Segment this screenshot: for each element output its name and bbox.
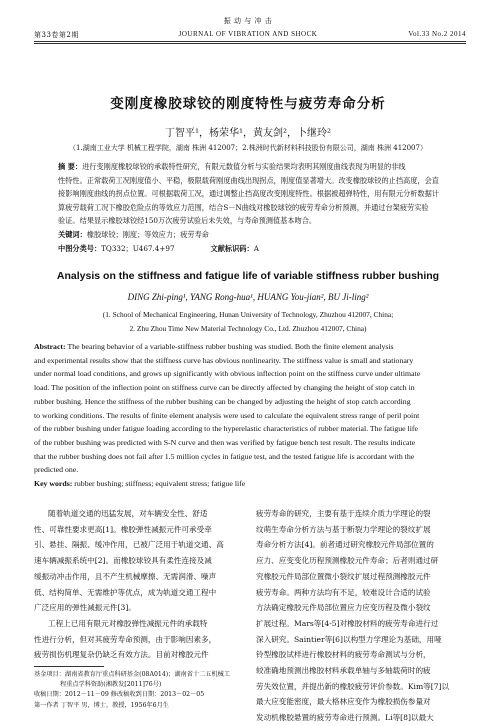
journal-name-cn: 振 动 与 冲 击 [223, 17, 273, 25]
paper-title-en: Analysis on the stiffness and fatigue life of variable stiffness rubber bushing [56, 270, 440, 282]
body-line: 疲劳寿命的研究，主要有基于连续介质力学理论的裂 [256, 509, 431, 518]
footnote-received: 收稿日期：2012－11－09 修改稿收到日期：2013－02－05 [34, 691, 205, 699]
volume-label: Vol.33 No.2 2014 [408, 30, 466, 38]
body-line: 性、可靠性要求更高[1]。橡胶弹性减振元件可承受牵 [34, 524, 212, 534]
body-line: 速车辆减振系统中[2]。而橡胶球铰具有柔性连接及减 [34, 556, 212, 566]
abstract-en-line: under normal load conditions, and grows up significantly with obvious inflection point on the stiffness curve under ultimate [34, 369, 421, 379]
body-line: 究橡胶元件局部位置微小裂纹扩展过程预测橡胶元件 [256, 571, 431, 581]
abstract-en-line: of the rubber bushing under fatigue loading according to the hyperelastic characteristics of rubber material. The fatigue life [34, 424, 418, 434]
abstract-cn-line: 算疲劳载荷工况下橡胶危险点的等效应力范围，结合S－N曲线对橡胶球铰的疲劳寿命分析预测，并通过台架疲劳实验 [58, 202, 429, 212]
keywords-cn: 橡胶球铰；刚度；等效应力；疲劳寿命 [86, 229, 209, 239]
body-left-column [34, 506, 244, 663]
body-line: 铃型橡胶试样进行橡胶材料的疲劳寿命测试与分析， [256, 650, 431, 660]
abstract-cn [58, 160, 450, 255]
affiliation-cn: （1.湖南工业大学 机械工程学院，湖南 株洲 412007；2.株洲时代新材料科技股份有限公司，湖南 株洲 412007） [69, 144, 427, 152]
abstract-en-line: that the rubber bushing does not fail after 1.5 million cycles in fatigue test, and the tested fatigue life is accordant with the [34, 451, 415, 461]
header-rule [34, 41, 466, 42]
abstract-en-line: The bearing behavior of a variable-stiffness rubber bushing was studied. Both the finite element analysis [67, 342, 394, 351]
abstract-cn-line: 性特性。正常载荷工况刚度值小、平稳，极限载荷刚度曲线出现拐点，刚度值显著增大。改变橡胶球铰的止挡高度，会直 [58, 175, 439, 185]
body-line: 应力、应变变化历程预测橡胶元件寿命；后者则通过研 [256, 556, 439, 566]
abstract-cn-label: 摘 要： [58, 162, 83, 171]
body-line: 广泛应用的弹性减振元件[3]。 [34, 603, 136, 613]
footnotes [34, 670, 248, 711]
body-line: 性进行分析，但对其疲劳寿命预测，由于影响因素多， [34, 634, 217, 644]
doc-code-label: 文献标识码： [210, 243, 254, 253]
issue-label: 第33卷第2期 [34, 31, 79, 39]
body-line: 纹萌生寿命分析方法与基于断裂力学理论的裂纹扩展 [256, 524, 431, 534]
abstract-cn-line: 验证。结果显示橡胶球铰经150万次疲劳试验后未失效，与寿命预测值基本吻合。 [58, 216, 317, 226]
footnote-funding: 基金项目：湖南省教育厅重点科研基金(08A014)；湖南省十二五机械工 [34, 671, 231, 678]
abstract-en-line: load. The position of the inflection point on stiffness curve can be directly affected by changing the height of stop catch in [34, 383, 415, 393]
keywords-cn-label: 关键词： [58, 229, 87, 239]
authors-cn: 丁智平¹，杨荣华¹，黄友剑²，卜继玲² [164, 128, 332, 139]
abstract-cn-line: 接影响刚度曲线的拐点位置。可根据载荷工况，通过调整止挡高度改变刚度特性。根据被超弹特性，用有限元分析数据计 [58, 189, 439, 199]
footnote-funding-2: 程重点学科资助(湘教发[2011]76号) [60, 681, 162, 689]
body-line: 疲劳寿命。两种方法均有不足，较难设计合适的试验 [256, 587, 431, 597]
abstract-en-line: predicted one. [34, 465, 79, 475]
body-line: 工程上已用有限元对橡胶弹性减振元件的承载特 [48, 618, 208, 628]
body-line: 寿命分析方法[4]。前者通过研究橡胶元件局部位置的 [256, 540, 434, 550]
body-line: 疲劳损伤机理复杂仍缺乏有效方法。目前对橡胶元件 [34, 650, 209, 660]
body-line: 方法确定橡胶元件局部位置应力应变历程及微小裂纹 [256, 603, 431, 613]
paper-title-cn: 变刚度橡胶球铰的刚度特性与疲劳寿命分析 [110, 96, 386, 112]
abstract-en-line: to working conditions. The results of finite element analysis were used to calculate the equivalent stress range of peril point [34, 410, 420, 420]
keywords-en-label: Key words: [34, 479, 73, 489]
body-line: 随着轨道交通的迅猛发展，对车辆安全性、舒适 [48, 509, 208, 518]
body-line: 扩展过程。Mars等[4-5]对橡胶材料的疲劳寿命进行过 [256, 618, 439, 628]
clc-label: 中图分类号： [58, 243, 102, 253]
body-line: 深入研究。Saintier等[6]以构型力学理论为基础，用哑 [256, 634, 442, 644]
body-line: 较准确地预测出橡胶材料承载单轴与多轴载荷时的疲 [256, 666, 431, 676]
affiliation-en-2: 2. Zhu Zhou Time New Material Technology Co., Ltd. Zhuzhou 412007, China) [129, 324, 367, 333]
doc-code: A [253, 243, 259, 253]
abstract-en-line: and experimental results show that the stiffness curve has obvious nonlinearity. The stiffness value is small and stationary [34, 355, 414, 365]
abstract-en-line: of the rubber bushing was predicted with S-N curve and then was verified by fatigue bench test result. The results indicate [34, 437, 416, 447]
clc-number: TQ332；U467.4+97 [101, 243, 175, 253]
header-rule-2 [34, 43, 466, 44]
body-line: 低、结构简单、无需维护等优点，成为轨道交通工程中 [34, 587, 217, 597]
abstract-en-line: rubber bushing. Hence the stiffness of the rubber bushing can be changed by adjusting the height of stop catch according [34, 396, 411, 406]
body-line: 发动机橡胶悬置的疲劳寿命进行预测。Li等[8]以最大 [256, 713, 434, 723]
body-line: 缓振动冲击作用，且不产生机械摩擦、无需润滑、噪声 [34, 571, 217, 581]
journal-name-en: JOURNAL OF VIBRATION AND SHOCK [178, 30, 318, 38]
keywords-en: rubber bushing; stiffness; equivalent stress; fatigue life [74, 479, 246, 489]
body-line: 劳失效位置，并提出新的橡胶疲劳评价参数。Kim等[7]以 [256, 681, 450, 691]
affiliation-en-1: (1. School of Mechanical Engineering, Hunan University of Technology, Zhuzhou 412007, China; [102, 310, 394, 319]
body-line: 最大应变能密度，最大格林应变作为橡胶损伤参量对 [256, 697, 431, 707]
authors-en: DING Zhi-ping¹, YANG Rong-hua¹, HUANG You-jian², BU Ji-ling² [127, 292, 369, 302]
footnote-author: 第一作者 丁智平 男，博士，教授，1956年6月生 [34, 701, 169, 709]
abstract-cn-line: 进行变刚度橡胶球铰的承载特性研究，有限元数值分析与实验结果均表明其刚度曲线表现为明显的非线 [82, 162, 406, 171]
footnote-rule [34, 666, 104, 667]
body-line: 引、悬挂、隔振、缓冲作用，已被广泛用于轨道交通、高 [34, 540, 224, 550]
abstract-en-label: Abstract: [34, 342, 66, 351]
body-right-column [256, 506, 466, 726]
abstract-en [34, 340, 464, 491]
